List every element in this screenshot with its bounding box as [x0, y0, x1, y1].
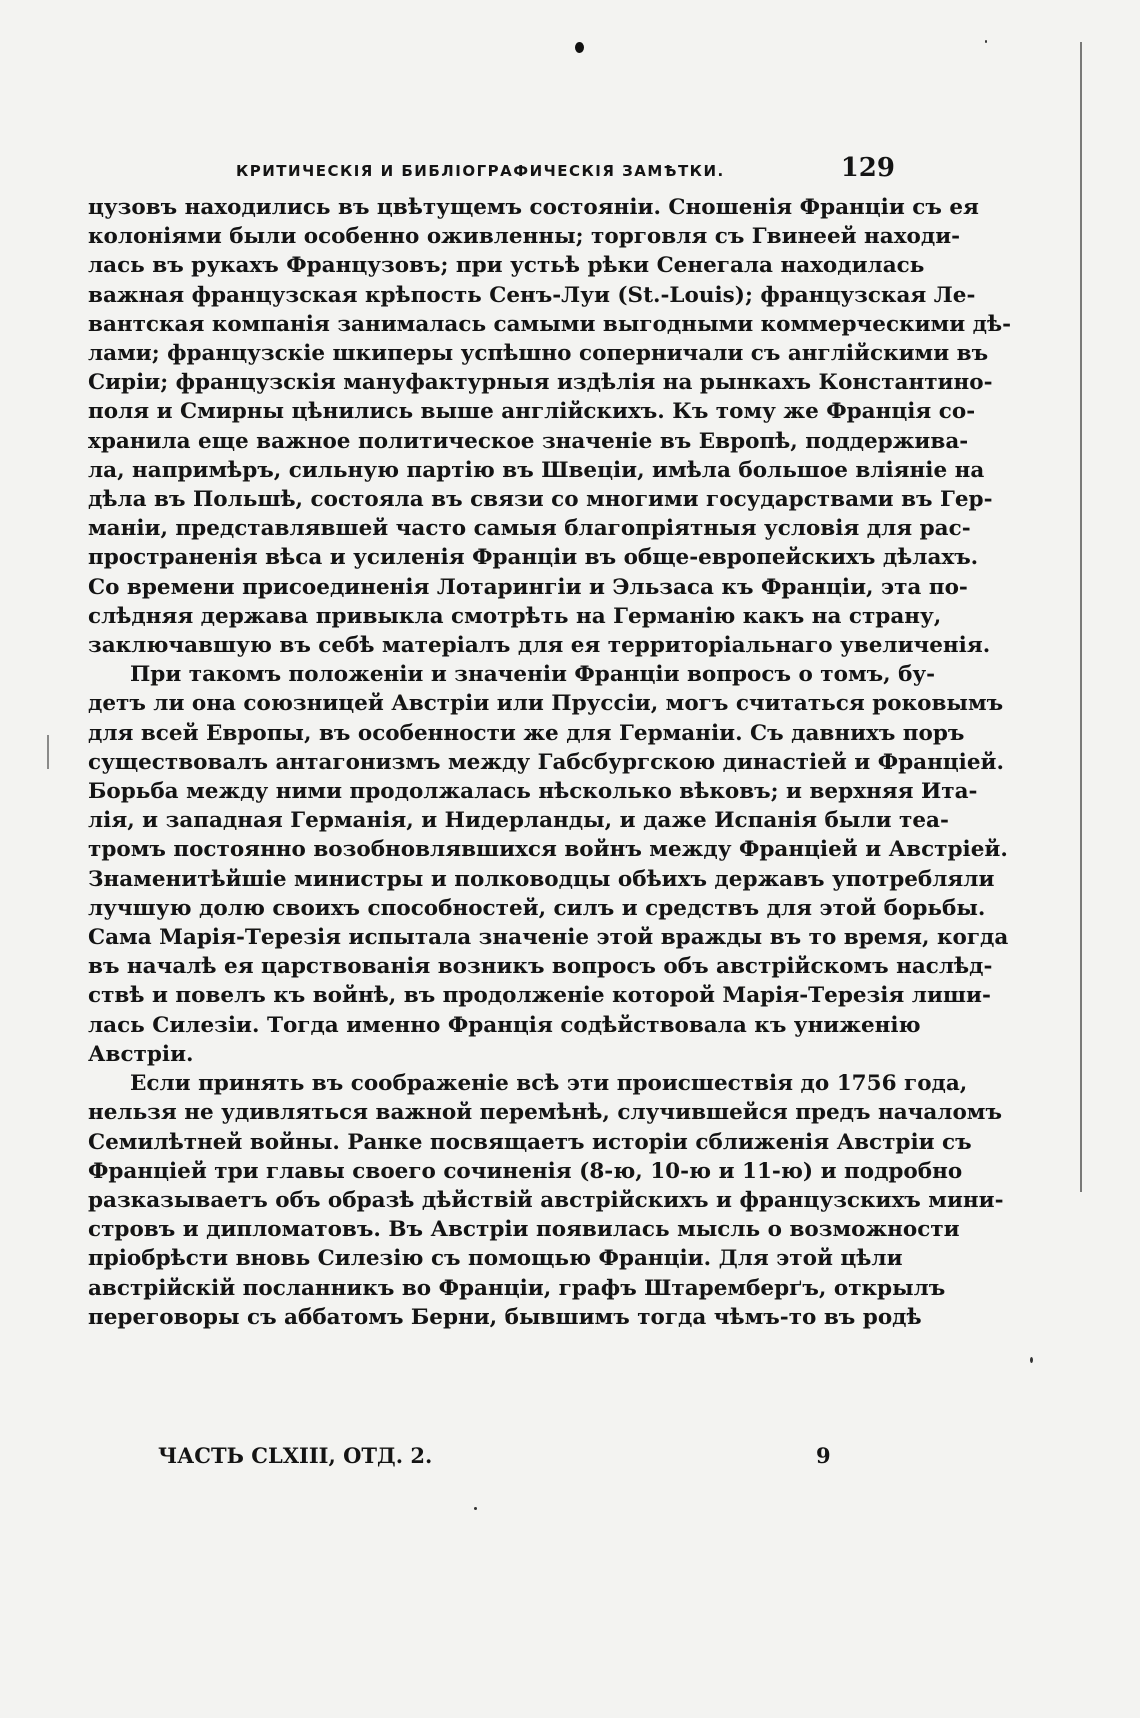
- text-line: нельзя не удивляться важной перемѣнѣ, случившейся предъ началомъ: [88, 1100, 1002, 1126]
- text-line: хранила еще важное политическое значеніе въ Европѣ, поддержива-: [88, 428, 969, 454]
- text-line: пріобрѣсти вновь Силезію съ помощью Франціи. Для этой цѣли: [88, 1246, 903, 1272]
- text-line: дѣла въ Польшѣ, состояла въ связи со многими государствами въ Гер-: [88, 487, 993, 513]
- text-line: разказываетъ объ образѣ дѣйствій австрійскихъ и французскихъ мини-: [88, 1187, 1004, 1213]
- text-line: лучшую долю своихъ способностей, силъ и средствъ для этой борьбы.: [88, 895, 986, 921]
- scan-dot: [575, 42, 584, 53]
- body-text: [88, 193, 1012, 1332]
- text-line: При такомъ положеніи и значеніи Франціи вопросъ о томъ, бу-: [130, 662, 936, 688]
- text-line: детъ ли она союзницей Австріи или Пруссіи, могъ считаться роковымъ: [88, 691, 1004, 717]
- text-line: въ началѣ ея царствованія возникъ вопросъ объ австрійскомъ наслѣд-: [88, 954, 993, 980]
- text-line: Сама Марія-Терезія испытала значеніе этой вражды въ то время, когда: [88, 925, 1009, 951]
- margin-tick: [47, 735, 49, 769]
- text-line: тромъ постоянно возобновлявшихся войнъ между Франціей и Австріей.: [88, 837, 1008, 863]
- scan-speck: [474, 1507, 477, 1510]
- text-line: лась Силезіи. Тогда именно Франція содѣйствовала къ униженію: [88, 1012, 921, 1038]
- text-line: переговоры съ аббатомъ Берни, бывшимъ тогда чѣмъ-то въ родѣ: [88, 1304, 922, 1330]
- text-line: ствѣ и повелъ къ войнѣ, въ продолженіе которой Марія-Терезія лиши-: [88, 983, 991, 1009]
- text-line: существовалъ антагонизмъ между Габсбургскою династіей и Франціей.: [88, 749, 1004, 775]
- paragraph-2: [88, 660, 1009, 1069]
- paragraph-1: [88, 193, 1012, 660]
- text-line: австрійскій посланникъ во Франціи, графъ Штаремберґъ, открылъ: [88, 1275, 946, 1301]
- text-line: Франціей три главы своего сочиненія (8-ю, 10-ю и 11-ю) и подробно: [88, 1158, 963, 1184]
- text-line: Знаменитѣйшіе министры и полководцы обѣихъ державъ употребляли: [88, 866, 995, 892]
- text-line: цузовъ находились въ цвѣтущемъ состояніи. Сношенія Франціи съ ея: [88, 195, 979, 220]
- text-line: Если принять въ соображеніе всѣ эти происшествія до 1756 года,: [130, 1071, 968, 1097]
- scan-speck: [1030, 1357, 1033, 1363]
- text-line: важная французская крѣпость Сенъ-Луи (St.-Louis); французская Ле-: [88, 282, 976, 308]
- text-line: стровъ и дипломатовъ. Въ Австріи появилась мысль о возможности: [88, 1217, 960, 1243]
- scan-speck: [985, 40, 987, 43]
- text-line: лась въ рукахъ Французовъ; при устьѣ рѣки Сенегала находилась: [88, 253, 925, 279]
- text-line: лами; французскіе шкиперы успѣшно соперничали съ англійскими въ: [88, 341, 989, 367]
- text-line: для всей Европы, въ особенности же для Германіи. Съ давнихъ поръ: [88, 720, 965, 746]
- text-line: Сиріи; французскія мануфактурныя издѣлія на рынкахъ Константино-: [88, 370, 993, 396]
- text-line: поля и Смирны цѣнились выше англійскихъ. Къ тому же Франція со-: [88, 399, 976, 425]
- text-line: Семилѣтней войны. Ранке посвящаетъ исторіи сближенія Австріи съ: [88, 1129, 972, 1155]
- paragraph-3: [88, 1069, 1004, 1332]
- text-line: Борьба между ними продолжалась нѣсколько вѣковъ; и верхняя Ита-: [88, 779, 978, 805]
- margin-rule: [1080, 42, 1082, 1192]
- page-number: 129: [840, 153, 895, 183]
- text-line: Австріи.: [88, 1041, 194, 1067]
- text-line: вантская компанія занималась самыми выгодными коммерческими дѣ-: [88, 311, 1012, 337]
- page-header: [88, 153, 895, 183]
- running-head: КРИТИЧЕСКІЯ И БИБЛІОГРАФИЧЕСКІЯ ЗАМѢТКИ.: [236, 162, 725, 180]
- text-line: лія, и западная Германія, и Нидерланды, и даже Испанія были теа-: [88, 808, 949, 834]
- text-line: слѣдняя держава привыкла смотрѣть на Германію какъ на страну,: [88, 603, 942, 629]
- text-line: колоніями были особенно оживленны; торговля съ Гвинеей находи-: [88, 224, 961, 250]
- text-line: Со времени присоединенія Лотарингіи и Эльзаса къ Франціи, эта по-: [88, 574, 968, 600]
- text-line: маніи, представлявшей часто самыя благопріятныя условія для рас-: [88, 516, 971, 542]
- printer-signature: ЧАСТЬ CLXIII, ОТД. 2.: [158, 1443, 433, 1468]
- text-line: ла, напримѣръ, сильную партію въ Швеціи, имѣла большое вліяніе на: [88, 457, 985, 483]
- sheet-number: 9: [816, 1443, 831, 1468]
- text-line: заключавшую въ себѣ матеріалъ для ея территоріальнаго увеличенія.: [88, 633, 991, 659]
- text-line: пространенія вѣса и усиленія Франціи въ обще-европейскихъ дѣлахъ.: [88, 545, 979, 571]
